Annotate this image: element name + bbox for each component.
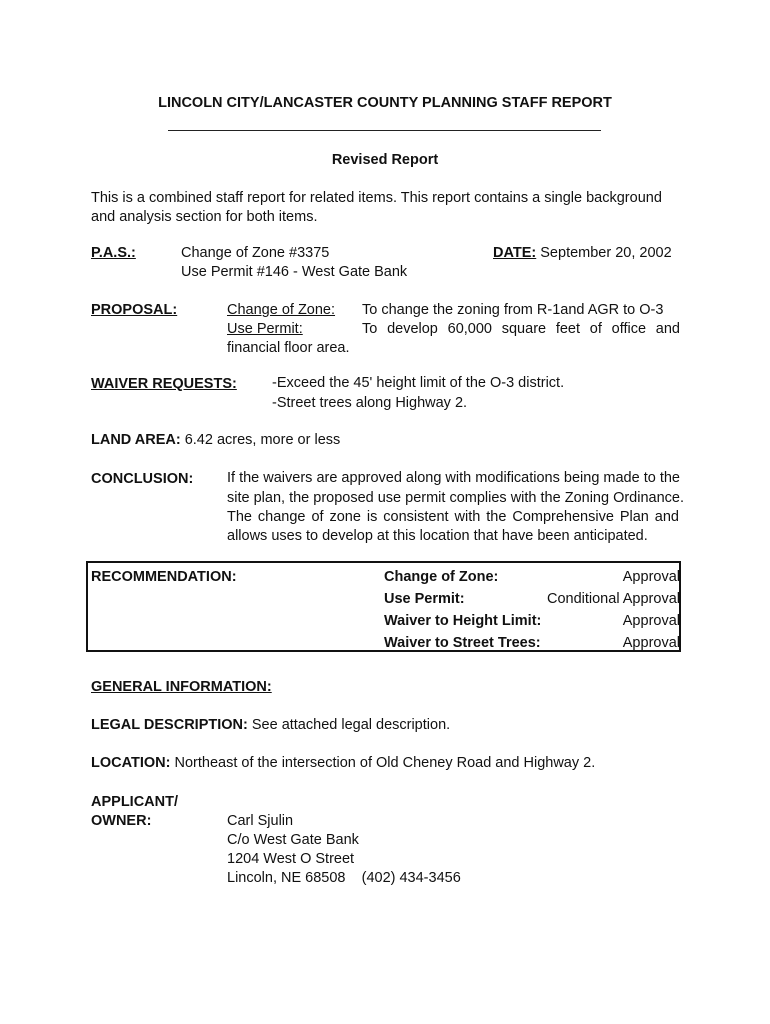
waiver-line-2: -Street trees along Highway 2. [272,395,468,411]
rec-value-change-of-zone: Approval [622,569,680,585]
legal-description-label: LEGAL DESCRIPTION: [91,717,248,733]
rec-item-street-trees: Waiver to Street Trees: [384,635,541,651]
applicant-street: 1204 West O Street [227,851,355,867]
location [91,754,595,772]
proposal-item-2-label: Use Permit: [227,321,303,337]
land-area [91,431,340,449]
proposal-item-1-text: To change the zoning from R-1and AGR to O-3 [362,302,664,318]
applicant-label-line-2: OWNER: [91,813,152,829]
title-divider [168,130,601,131]
rec-item-use-permit: Use Permit: [384,591,465,607]
legal-description [91,716,450,734]
waiver-line-1: -Exceed the 45' height limit of the O-3 district. [272,375,565,391]
pas-label: P.A.S.: [91,245,136,261]
applicant-care-of: C/o West Gate Bank [227,832,359,848]
proposal-item-1-label: Change of Zone: [227,302,336,318]
land-area-value: 6.42 acres, more or less [184,432,341,448]
proposal-label: PROPOSAL: [91,302,178,318]
date-block [493,244,672,262]
rec-value-height-limit: Approval [622,613,680,629]
location-label: LOCATION: [91,755,171,771]
recommendation-label: RECOMMENDATION: [91,569,237,585]
proposal-item-2-continued: financial floor area. [227,340,350,356]
rec-item-height-limit: Waiver to Height Limit: [384,613,542,629]
report-title: LINCOLN CITY/LANCASTER COUNTY PLANNING STAFF REPORT [158,95,612,111]
intro-paragraph: This is a combined staff report for related items. This report contains a single background and analysis section for both items. [91,190,662,225]
applicant-label-line-1: APPLICANT/ [91,794,178,810]
conclusion-line-3: The change of zone is consistent with the Comprehensive Plan and [227,509,679,525]
conclusion-line-4: allows uses to develop at this location that have been anticipated. [227,528,648,544]
report-subtitle: Revised Report [331,152,439,168]
applicant-city-phone: Lincoln, NE 68508 (402) 434-3456 [227,870,461,886]
location-value: Northeast of the intersection of Old Cheney Road and Highway 2. [174,755,596,771]
conclusion-line-2: site plan, the proposed use permit complies with the Zoning Ordinance. [227,490,684,506]
applicant-name: Carl Sjulin [227,813,294,829]
pas-line-2: Use Permit #146 - West Gate Bank [181,264,408,280]
land-area-label: LAND AREA: [91,432,181,448]
waiver-label: WAIVER REQUESTS: [91,376,237,392]
legal-description-value: See attached legal description. [251,717,451,733]
conclusion-label: CONCLUSION: [91,471,194,487]
date-label: DATE: [493,245,537,261]
conclusion-line-1: If the waivers are approved along with modifications being made to the [227,470,680,486]
pas-line-1: Change of Zone #3375 [181,245,330,261]
rec-value-street-trees: Approval [622,635,680,651]
general-info-heading: GENERAL INFORMATION: [91,679,272,695]
rec-item-change-of-zone: Change of Zone: [384,569,499,585]
proposal-item-2-text: To develop 60,000 square feet of office and [362,321,680,337]
date-value: September 20, 2002 [540,245,672,261]
rec-value-use-permit: Conditional Approval [546,591,680,607]
